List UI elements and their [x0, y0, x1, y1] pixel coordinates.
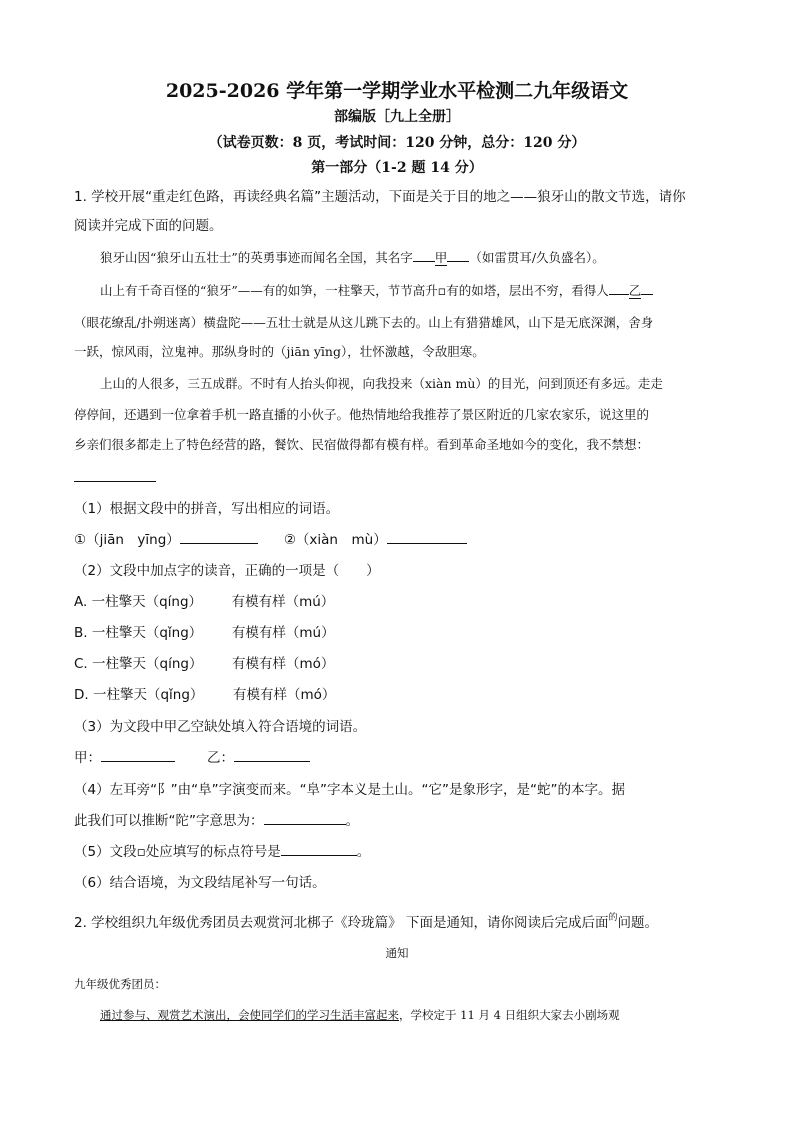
blank-line: [641, 280, 653, 295]
option-c-word2: 有模有样（mó）: [232, 656, 335, 672]
option-a[interactable]: [74, 590, 334, 610]
notice-body-rest: ，学校定于 11 月 4 日组织大家去小剧场观: [399, 1008, 620, 1022]
passage-paragraph-1: [100, 247, 605, 266]
option-b-word1: 一柱擎天（qǐng）: [91, 625, 203, 641]
passage-paragraph-3-line2: 停停间，还遇到一位拿着手机一路直播的小伙子。他热情地给我推荐了景区附近的几家农家乐，说这里的: [74, 407, 650, 422]
answer-blank-jia[interactable]: [101, 747, 175, 762]
passage-paragraph-3-line3: 乡亲们很多都走上了特色经营的路，餐饮、民宿做得都有模有样。看到革命圣地如今的变化，我不禁想：: [74, 437, 650, 452]
subquestion-1: （1）根据文段中的拼音，写出相应的词语。: [74, 501, 340, 517]
subquestion-4-line2: [74, 809, 359, 829]
exam-title: 2025-2026 学年第一学期学业水平检测二九年级语文: [165, 80, 629, 102]
answer-blank-yi[interactable]: [234, 747, 310, 762]
q2-intro-tail: 问题。: [617, 915, 658, 931]
option-a-word1: 一柱擎天（qíng）: [91, 594, 203, 610]
notice-body-line1: [100, 1007, 620, 1023]
period: 。: [345, 813, 359, 829]
option-c[interactable]: [74, 652, 334, 672]
subquestion-4-line1: （4）左耳旁“阝”由“阜”字演变而来。“阜”字本义是土山。“它”是象形字，是“蛇”的本字。据: [74, 782, 626, 798]
passage-p1-text-a: 狼牙山因“狼牙山五壮士”的英勇事迹而闻名全国，其名字: [100, 250, 413, 265]
part-heading: 第一部分（1-2 题 14 分）: [311, 160, 483, 176]
answer-blank-tuo[interactable]: [264, 810, 346, 825]
q2-intro: [74, 910, 658, 931]
subquestion-5: [74, 840, 370, 860]
answer-blank-xianmu[interactable]: [387, 529, 467, 544]
option-b-word2: 有模有样（mú）: [231, 625, 335, 641]
blank-jia-label: 甲: [434, 250, 448, 265]
passage-p2-text: 山上有千奇百怪的“狼牙”——有的如笋，一柱擎天，节节高升▫有的如塔，层出不穷，看得人: [100, 283, 609, 298]
pinyin-xianmu: ②（xiàn mù）: [283, 532, 387, 548]
option-d-word1: 一柱擎天（qǐng）: [92, 687, 204, 703]
option-b[interactable]: [74, 621, 335, 641]
blank-line: [447, 247, 469, 262]
notice-underlined-sentence: 通过参与、观赏艺术演出，会使同学们的学习生活丰富起来: [100, 1008, 399, 1022]
edition-label: 部编版［九上全册］: [334, 109, 460, 125]
passage-p1-text-b: （如雷贯耳/久负盛名）。: [469, 250, 605, 265]
option-a-label: A.: [74, 594, 88, 610]
passage-paragraph-2-line3: 一跃，惊风雨，泣鬼神。那纵身时的（jiān yīng），壮怀激越，令敌胆寒。: [74, 344, 485, 359]
subquestion-2: （2）文段中加点字的读音，正确的一项是（ ）: [74, 563, 380, 579]
subquestion-5-text: （5）文段▫处应填写的标点符号是: [74, 844, 281, 860]
answer-blank-punctuation[interactable]: [281, 841, 357, 856]
blank-yi-label: 乙: [628, 283, 642, 298]
answer-blank-line[interactable]: [74, 481, 156, 482]
subquestion-3-answers: [74, 746, 310, 766]
option-d-word2: 有模有样（mó）: [232, 687, 336, 703]
option-b-label: B.: [74, 625, 88, 641]
passage-paragraph-2-line1: [100, 280, 653, 299]
subquestion-3: （3）为文段中甲乙空缺处填入符合语境的词语。: [74, 719, 367, 735]
option-c-label: C.: [74, 656, 88, 672]
answer-blank-jianying[interactable]: [180, 529, 258, 544]
yi-label: 乙：: [207, 750, 234, 766]
subquestion-4-text: 此我们可以推断“陀”字意思为：: [74, 813, 264, 829]
passage-paragraph-3-line1: 上山的人很多，三五成群。不时有人抬头仰视，向我投来（xiàn mù）的目光，问到顶还有多远。走走: [100, 376, 663, 391]
pinyin-jianying: ①（jiān yīng）: [74, 532, 180, 548]
q1-intro-line2: 阅读并完成下面的问题。: [74, 218, 223, 234]
period: 。: [356, 844, 371, 860]
subquestion-1-answers: [74, 528, 467, 548]
notice-salutation: 九年级优秀团员：: [74, 977, 166, 991]
option-c-word1: 一柱擎天（qíng）: [92, 656, 203, 672]
q1-intro-line1: 1. 学校开展“重走红色路，再读经典名篇”主题活动，下面是关于目的地之——狼牙山的散文节选，请你: [74, 189, 686, 205]
option-a-word2: 有模有样（mú）: [231, 594, 335, 610]
option-d-label: D.: [74, 687, 89, 703]
notice-title: 通知: [385, 946, 409, 960]
passage-paragraph-2-line2: （眼花缭乱/扑朔迷离）横盘陀——五壮士就是从这儿跳下去的。山上有猎猎雄风，山下是无底深渊，舍身: [74, 315, 654, 330]
blank-line: [609, 280, 629, 295]
blank-line: [413, 247, 435, 262]
option-d[interactable]: [74, 683, 335, 703]
exam-info: （试卷页数：8 页，考试时间：120 分钟，总分：120 分）: [208, 135, 586, 151]
subquestion-6: （6）结合语境，为文段结尾补写一句话。: [74, 875, 326, 891]
q2-intro-mark: 的: [608, 913, 618, 923]
q2-intro-text: 2. 学校组织九年级优秀团员去观赏河北梆子《玲珑篇》 下面是通知，请你阅读后完成后面: [74, 915, 609, 931]
jia-label: 甲：: [74, 750, 101, 766]
